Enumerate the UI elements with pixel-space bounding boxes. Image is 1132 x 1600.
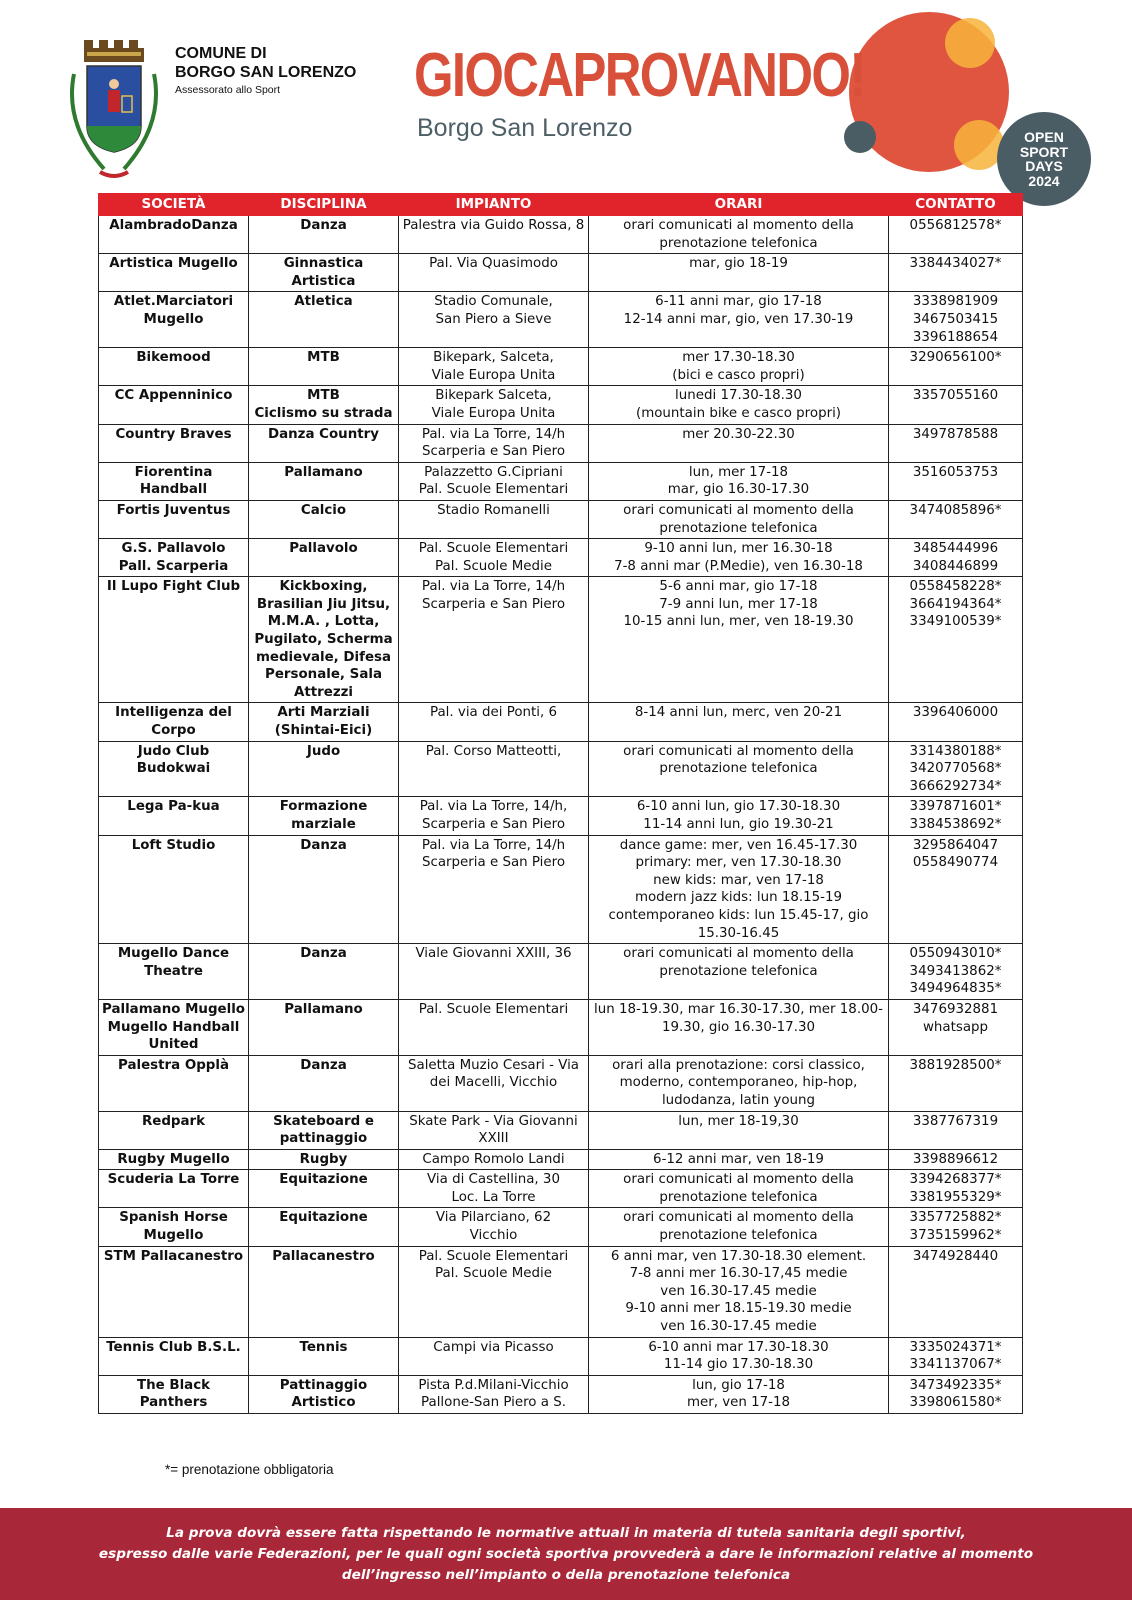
disciplina-cell: Danza <box>249 216 399 254</box>
comune-crest-logo <box>54 34 174 186</box>
contatto-cell: 3516053753 <box>889 462 1023 500</box>
footer-line: dell’ingresso nell’impianto o della prenotazione telefonica <box>341 1566 791 1583</box>
table-row <box>99 254 1023 292</box>
impianto-cell: Pal. via La Torre, 14/h, Scarperia e San Piero <box>399 797 589 835</box>
contatto-cell: 3473492335* 3398061580* <box>889 1375 1023 1413</box>
disciplina-cell: Calcio <box>249 500 399 538</box>
orari-cell: orari comunicati al momento della prenotazione telefonica <box>589 216 889 254</box>
footer-banner <box>0 1508 1132 1600</box>
disciplina-cell: Atletica <box>249 292 399 348</box>
disciplina-cell: Danza <box>249 835 399 944</box>
table-body <box>99 216 1023 1414</box>
crown-icon <box>84 40 144 62</box>
footer-line: La prova dovrà essere fatta rispettando le normative attuali in materia di tutela sanitaria degli sportivi, <box>166 1524 966 1541</box>
impianto-cell: Pal. Via Quasimodo <box>399 254 589 292</box>
impianto-cell: Pal. via La Torre, 14/h Scarperia e San Piero <box>399 835 589 944</box>
societa-cell: Tennis Club B.S.L. <box>99 1337 249 1375</box>
impianto-cell: Palazzetto G.Cipriani Pal. Scuole Elementari <box>399 462 589 500</box>
societa-cell: Loft Studio <box>99 835 249 944</box>
contatto-cell: 3357725882* 3735159962* <box>889 1208 1023 1246</box>
table-row <box>99 741 1023 797</box>
disciplina-cell: Tennis <box>249 1337 399 1375</box>
contatto-cell: 3290656100* <box>889 348 1023 386</box>
societa-cell: The Black Panthers <box>99 1375 249 1413</box>
impianto-cell: Pal. Scuole Elementari Pal. Scuole Medie <box>399 1246 589 1337</box>
table-row <box>99 703 1023 741</box>
orari-cell: lun, mer 18-19,30 <box>589 1111 889 1149</box>
table-row <box>99 1337 1023 1375</box>
booking-note: *= prenotazione obbligatoria <box>165 1462 334 1477</box>
orari-cell: 6-11 anni mar, gio 17-18 12-14 anni mar, gio, ven 17.30-19 <box>589 292 889 348</box>
disciplina-cell: Equitazione <box>249 1208 399 1246</box>
impianto-cell: Palestra via Guido Rossa, 8 <box>399 216 589 254</box>
comune-line2: BORGO SAN LORENZO <box>175 64 357 81</box>
societa-cell: STM Pallacanestro <box>99 1246 249 1337</box>
impianto-cell: Campi via Picasso <box>399 1337 589 1375</box>
societa-cell: Fiorentina Handball <box>99 462 249 500</box>
table-row <box>99 1055 1023 1111</box>
disciplina-cell: MTB Ciclismo su strada <box>249 386 399 424</box>
orari-cell: orari comunicati al momento della prenotazione telefonica <box>589 1208 889 1246</box>
contatto-cell: 3396406000 <box>889 703 1023 741</box>
small-grey-circle <box>844 121 876 153</box>
impianto-cell: Pal. Scuole Elementari <box>399 999 589 1055</box>
disciplina-cell: Pallamano <box>249 999 399 1055</box>
orari-cell: orari comunicati al momento della prenotazione telefonica <box>589 944 889 1000</box>
societa-cell: Fortis Juventus <box>99 500 249 538</box>
header-orari: ORARI <box>589 194 889 216</box>
disciplina-cell: Skateboard e pattinaggio <box>249 1111 399 1149</box>
table-row <box>99 292 1023 348</box>
societa-cell: Artistica Mugello <box>99 254 249 292</box>
orari-cell: lun, gio 17-18 mer, ven 17-18 <box>589 1375 889 1413</box>
badge-line: OPEN <box>1024 129 1064 145</box>
open-sport-days-badge <box>997 112 1091 206</box>
footer-line: espresso dalle varie Federazioni, per le quali ogni società sportiva provvederà a dare le informazioni relative al momento <box>98 1545 1034 1562</box>
header-disciplina: DISCIPLINA <box>249 194 399 216</box>
header-impianto: IMPIANTO <box>399 194 589 216</box>
contatto-cell: 3387767319 <box>889 1111 1023 1149</box>
impianto-cell: Pal. Scuole Elementari Pal. Scuole Medie <box>399 539 589 577</box>
contatto-cell: 3338981909 3467503415 3396188654 <box>889 292 1023 348</box>
table-row <box>99 1111 1023 1149</box>
orari-cell: 9-10 anni lun, mer 16.30-18 7-8 anni mar (P.Medie), ven 16.30-18 <box>589 539 889 577</box>
disciplina-cell: Judo <box>249 741 399 797</box>
shield-icon <box>87 66 141 152</box>
impianto-cell: Stadio Comunale, San Piero a Sieve <box>399 292 589 348</box>
societa-cell: Lega Pa-kua <box>99 797 249 835</box>
assessorato-label: Assessorato allo Sport <box>175 84 281 96</box>
orari-cell: mer 20.30-22.30 <box>589 424 889 462</box>
table-row <box>99 216 1023 254</box>
orari-cell: mer 17.30-18.30 (bici e casco propri) <box>589 348 889 386</box>
societa-cell: Country Braves <box>99 424 249 462</box>
orari-cell: lun, mer 17-18 mar, gio 16.30-17.30 <box>589 462 889 500</box>
societa-cell: Palestra Opplà <box>99 1055 249 1111</box>
contatto-cell: 3497878588 <box>889 424 1023 462</box>
header-societa: SOCIETÀ <box>99 194 249 216</box>
contatto-cell: 3476932881 whatsapp <box>889 999 1023 1055</box>
table-row <box>99 539 1023 577</box>
table-row <box>99 348 1023 386</box>
table-row <box>99 1170 1023 1208</box>
contatto-cell: 3485444996 3408446899 <box>889 539 1023 577</box>
disciplina-cell: Pallavolo <box>249 539 399 577</box>
impianto-cell: Campo Romolo Landi <box>399 1149 589 1170</box>
impianto-cell: Pal. via La Torre, 14/h Scarperia e San Piero <box>399 577 589 703</box>
orari-cell: 5-6 anni mar, gio 17-18 7-9 anni lun, mer 17-18 10-15 anni lun, mer, ven 18-19.30 <box>589 577 889 703</box>
disciplina-cell: Danza <box>249 1055 399 1111</box>
comune-line1: COMUNE DI <box>175 45 267 62</box>
disciplina-cell: Ginnastica Artistica <box>249 254 399 292</box>
disciplina-cell: Pallacanestro <box>249 1246 399 1337</box>
orari-cell: lunedi 17.30-18.30 (mountain bike e casco propri) <box>589 386 889 424</box>
contatto-cell: 3881928500* <box>889 1055 1023 1111</box>
table-row <box>99 386 1023 424</box>
contatto-cell: 3474928440 <box>889 1246 1023 1337</box>
table-row <box>99 1375 1023 1413</box>
disciplina-cell: Danza <box>249 944 399 1000</box>
yellow-circle-top <box>945 18 995 68</box>
impianto-cell: Pista P.d.Milani-Vicchio Pallone-San Piero a S. <box>399 1375 589 1413</box>
disciplina-cell: Arti Marziali (Shintai-Eici) <box>249 703 399 741</box>
table-row <box>99 944 1023 1000</box>
societa-cell: Intelligenza del Corpo <box>99 703 249 741</box>
contatto-cell: 3398896612 <box>889 1149 1023 1170</box>
impianto-cell: Stadio Romanelli <box>399 500 589 538</box>
impianto-cell: Via Pilarciano, 62 Vicchio <box>399 1208 589 1246</box>
badge-line: 2024 <box>1028 172 1060 189</box>
societa-cell: G.S. Pallavolo Pall. Scarperia <box>99 539 249 577</box>
societa-cell: Spanish Horse Mugello <box>99 1208 249 1246</box>
impianto-cell: Bikepark Salceta, Viale Europa Unita <box>399 386 589 424</box>
table-row <box>99 462 1023 500</box>
impianto-cell: Saletta Muzio Cesari - Via dei Macelli, Vicchio <box>399 1055 589 1111</box>
societa-cell: CC Appenninico <box>99 386 249 424</box>
table-row <box>99 1149 1023 1170</box>
contatto-cell: 3295864047 0558490774 <box>889 835 1023 944</box>
orari-cell: orari alla prenotazione: corsi classico, moderno, contemporaneo, hip-hop, ludodanza, latin young <box>589 1055 889 1111</box>
contatto-cell: 3335024371* 3341137067* <box>889 1337 1023 1375</box>
impianto-cell: Bikepark, Salceta, Viale Europa Unita <box>399 348 589 386</box>
badge-line: SPORT <box>1019 143 1069 160</box>
disciplina-cell: Danza Country <box>249 424 399 462</box>
orari-cell: orari comunicati al momento della prenotazione telefonica <box>589 741 889 797</box>
impianto-cell: Pal. via La Torre, 14/h Scarperia e San Piero <box>399 424 589 462</box>
table-row <box>99 577 1023 703</box>
impianto-cell: Viale Giovanni XXIII, 36 <box>399 944 589 1000</box>
societa-cell: Redpark <box>99 1111 249 1149</box>
orari-cell: mar, gio 18-19 <box>589 254 889 292</box>
orari-cell: dance game: mer, ven 16.45-17.30 primary: mer, ven 17.30-18.30 new kids: mar, ven 17-18 modern jazz kids: lun 18.15-19 contemporaneo kids: lun 15.45-17, gio 15.30-16.45 <box>589 835 889 944</box>
orari-cell: 6 anni mar, ven 17.30-18.30 element. 7-8 anni mer 16.30-17,45 medie ven 16.30-17.45 medie 9-10 anni mer 18.15-19.30 medie ven 16.30-17.45 medie <box>589 1246 889 1337</box>
disciplina-cell: Kickboxing, Brasilian Jiu Jitsu, M.M.A. , Lotta, Pugilato, Scherma medievale, Difesa Personale, Sala Attrezzi <box>249 577 399 703</box>
contatto-cell: 3474085896* <box>889 500 1023 538</box>
societa-cell: AlambradoDanza <box>99 216 249 254</box>
impianto-cell: Pal. Corso Matteotti, <box>399 741 589 797</box>
disciplina-cell: Pallamano <box>249 462 399 500</box>
orari-cell: 6-12 anni mar, ven 18-19 <box>589 1149 889 1170</box>
societa-cell: Rugby Mugello <box>99 1149 249 1170</box>
table-row <box>99 1246 1023 1337</box>
societa-cell: Bikemood <box>99 348 249 386</box>
disciplina-cell: Pattinaggio Artistico <box>249 1375 399 1413</box>
orari-cell: lun 18-19.30, mar 16.30-17.30, mer 18.00-19.30, gio 16.30-17.30 <box>589 999 889 1055</box>
table-row <box>99 1208 1023 1246</box>
comune-block <box>175 44 356 96</box>
societa-cell: Il Lupo Fight Club <box>99 577 249 703</box>
orari-cell: 6-10 anni lun, gio 17.30-18.30 11-14 anni lun, gio 19.30-21 <box>589 797 889 835</box>
impianto-cell: Skate Park - Via Giovanni XXIII <box>399 1111 589 1149</box>
page-subtitle: Borgo San Lorenzo <box>417 114 633 142</box>
societa-cell: Pallamano Mugello Mugello Handball United <box>99 999 249 1055</box>
contatto-cell: 0556812578* <box>889 216 1023 254</box>
contatto-cell: 0558458228* 3664194364* 3349100539* <box>889 577 1023 703</box>
table-header-row <box>99 194 1023 216</box>
contatto-cell: 3384434027* <box>889 254 1023 292</box>
orari-cell: orari comunicati al momento della prenotazione telefonica <box>589 500 889 538</box>
badge-line: DAYS <box>1025 158 1063 174</box>
societa-cell: Mugello Dance Theatre <box>99 944 249 1000</box>
societa-cell: Judo Club Budokwai <box>99 741 249 797</box>
disciplina-cell: Equitazione <box>249 1170 399 1208</box>
header-contatto: CONTATTO <box>889 194 1023 216</box>
table-row <box>99 500 1023 538</box>
table-row <box>99 999 1023 1055</box>
disciplina-cell: Rugby <box>249 1149 399 1170</box>
orari-cell: 8-14 anni lun, merc, ven 20-21 <box>589 703 889 741</box>
orari-cell: orari comunicati al momento della prenotazione telefonica <box>589 1170 889 1208</box>
table-row <box>99 424 1023 462</box>
table-row <box>99 797 1023 835</box>
disciplina-cell: MTB <box>249 348 399 386</box>
contatto-cell: 3397871601* 3384538692* <box>889 797 1023 835</box>
societa-cell: Atlet.Marciatori Mugello <box>99 292 249 348</box>
societa-cell: Scuderia La Torre <box>99 1170 249 1208</box>
contatto-cell: 3357055160 <box>889 386 1023 424</box>
schedule-table <box>98 193 1023 1414</box>
table-row <box>99 835 1023 944</box>
page-title: GIOCAPROVANDO! <box>414 41 865 110</box>
impianto-cell: Via di Castellina, 30 Loc. La Torre <box>399 1170 589 1208</box>
impianto-cell: Pal. via dei Ponti, 6 <box>399 703 589 741</box>
contatto-cell: 3314380188* 3420770568* 3666292734* <box>889 741 1023 797</box>
disciplina-cell: Formazione marziale <box>249 797 399 835</box>
contatto-cell: 0550943010* 3493413862* 3494964835* <box>889 944 1023 1000</box>
orari-cell: 6-10 anni mar 17.30-18.30 11-14 gio 17.30-18.30 <box>589 1337 889 1375</box>
contatto-cell: 3394268377* 3381955329* <box>889 1170 1023 1208</box>
